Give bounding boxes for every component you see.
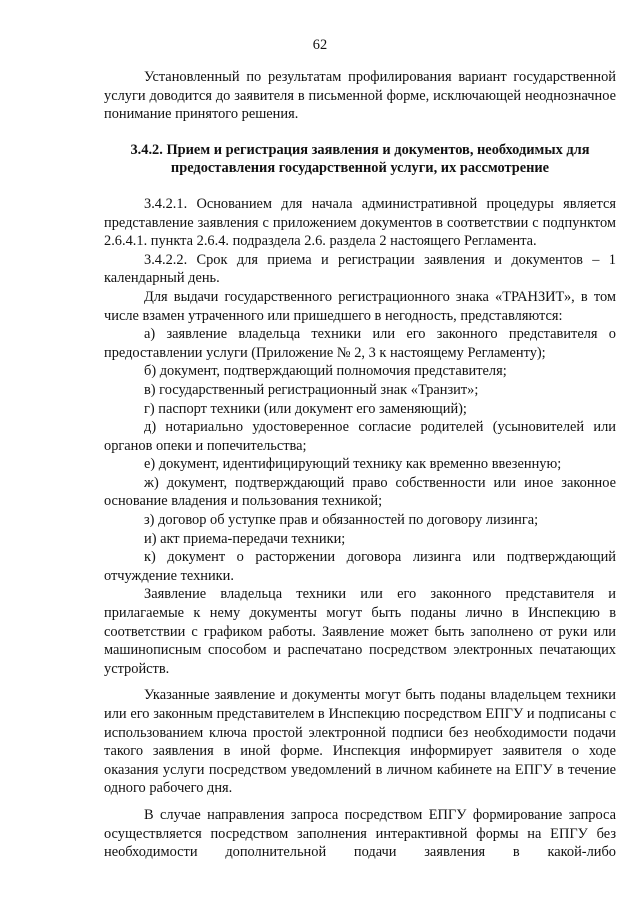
paragraph-spacer [104, 678, 616, 686]
list-item-d: д) нотариально удостоверенное согласие родителей (усыновителей или органов опеки и попечительства; [104, 419, 616, 454]
list-item-e: е) документ, идентифицирующий технику как временно ввезенную; [144, 456, 562, 473]
intro-paragraph: Установленный по результатам профилирования вариант государственной услуги доводится до заявителя в письменной форме, исключающей неоднозначное понимание принятого решения. [104, 69, 616, 123]
paragraph-basis: 3.4.2.1. Основанием для начала административной процедуры является представление заявления с приложением документов в соответствии с подпунктом 2.6.4.1. пункта 2.6.4. подраздела 2.6. раздела 2 настоящего Регламента. [104, 195, 616, 250]
list-item-k: к) документ о расторжении договора лизинга или подтверждающий отчуждение техники. [104, 549, 616, 584]
list-item-b: б) документ, подтверждающий полномочия представителя; [144, 363, 507, 380]
paragraph-request: В случае направления запроса посредством ЕПГУ формирование запроса осуществляется посредством заполнения интерактивной формы на ЕПГУ без необходимости дополнительной подачи заявления в какой-либо [104, 806, 616, 861]
list-item-i: и) акт приема-передачи техники; [144, 530, 346, 547]
section-heading: 3.4.2. Прием и регистрация заявления и документов, необходимых для предоставления государственной услуги, их рассмотрение [130, 141, 590, 177]
paragraph-spacer [104, 798, 616, 806]
paragraph-transit-docs: Для выдачи государственного регистрационного знака «ТРАНЗИТ», в том числе взамен утраченного или пришедшего в негодность, представляются: [104, 288, 616, 324]
list-item-zh: ж) документ, подтверждающий право собственности или иное законное основание владения и пользования техникой; [104, 474, 616, 510]
paragraph-epgu: Указанные заявление и документы могут быть поданы владельцем техники или его законным представителем в Инспекцию посредством ЕПГУ и подписаны с использованием ключа простой электронной подписи без необходимости подачи такого заявления в иной форме. Инспекция информирует заявителя о ходе оказания услуги посредством уведомлений в личном кабинете на ЕПГУ в течение одного рабочего дня. [104, 687, 616, 797]
page-number: 62 [312, 37, 328, 53]
list-item-a: а) заявление владельца техники или его законного представителя о предоставлении услуги (Приложение № 2, 3 к настоящему Регламенту); [104, 326, 616, 361]
list-item-z: з) договор об уступке прав и обязанностей по договору лизинга; [144, 512, 539, 529]
list-item-v: в) государственный регистрационный знак «Транзит»; [144, 381, 479, 398]
document-body [104, 68, 616, 862]
list-item-g: г) паспорт техники (или документ его заменяющий); [144, 400, 467, 417]
paragraph-deadline: 3.4.2.2. Срок для приема и регистрации заявления и документов – 1 календарный день. [104, 251, 616, 287]
paragraph-submission: Заявление владельца техники или его законного представителя и прилагаемые к нему документы могут быть поданы лично в Инспекцию в соответствии с графиком работы. Заявление может быть заполнено от руки или машинописным способом и распечатано посредством электронных печатающих устройств. [104, 586, 616, 677]
